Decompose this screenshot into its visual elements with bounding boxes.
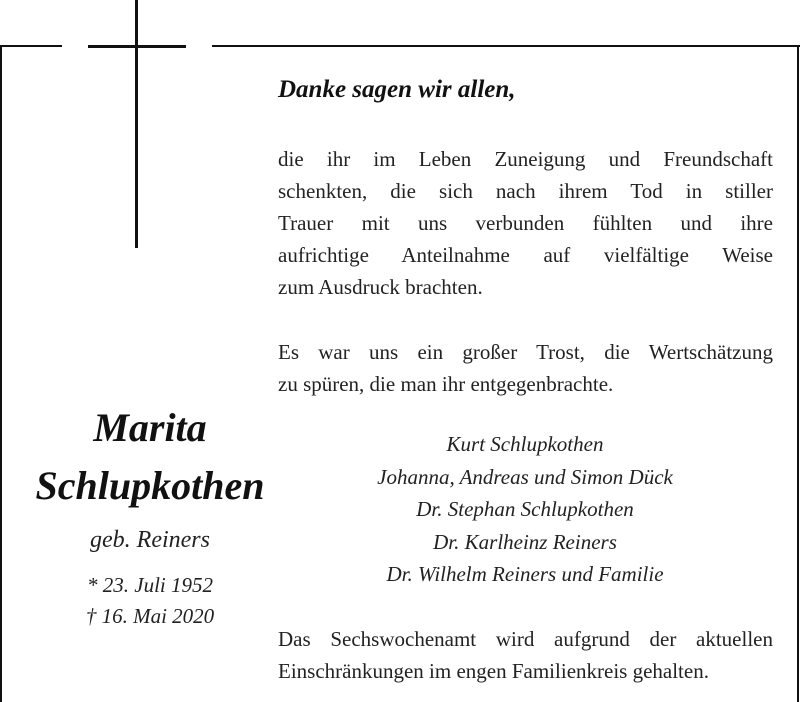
text-line: aufrichtige Anteilnahme auf vielfältige Weise (278, 243, 773, 267)
signers-list (340, 428, 710, 591)
deceased-first-name: Marita (93, 405, 207, 450)
death-date: † 16. Mai 2020 (85, 604, 215, 628)
text-line: zum Ausdruck brachten. (278, 275, 483, 299)
thanks-paragraph (278, 143, 773, 303)
signer: Dr. Karlheinz Reiners (433, 529, 617, 554)
birth-date: * 23. Juli 1952 (87, 573, 213, 597)
text-line: Einschränkungen im engen Familienkreis gehalten. (278, 659, 709, 683)
comfort-paragraph (278, 336, 773, 400)
footer-note (278, 623, 773, 687)
signer: Dr. Wilhelm Reiners und Familie (386, 562, 664, 586)
signer: Johanna, Andreas und Simon Dück (377, 464, 673, 489)
cross-icon-vertical (135, 0, 138, 248)
text-line: Das Sechswochenamt wird aufgrund der aktuellen (278, 627, 773, 651)
birth-name: geb. Reiners (90, 527, 210, 553)
text-line: Es war uns ein großer Trost, die Wertschätzung (278, 340, 773, 364)
frame-top-middle (212, 45, 800, 47)
signer: Dr. Stephan Schlupkothen (416, 497, 634, 521)
signer: Kurt Schlupkothen (446, 432, 604, 456)
thanks-heading: Danke sagen wir allen, (278, 76, 516, 103)
deceased-last-name: Schlupkothen (35, 463, 265, 508)
text-line: zu spüren, die man ihr entgegenbrachte. (278, 372, 614, 396)
cross-icon-horizontal (88, 45, 186, 48)
text-line: die ihr im Leben Zuneigung und Freundschaft (278, 147, 773, 171)
frame-right (797, 45, 799, 702)
frame-top-left (0, 45, 62, 47)
text-line: schenkten, die sich nach ihrem Tod in stiller (278, 179, 773, 203)
text-line: Trauer mit uns verbunden fühlten und ihre (278, 211, 773, 235)
